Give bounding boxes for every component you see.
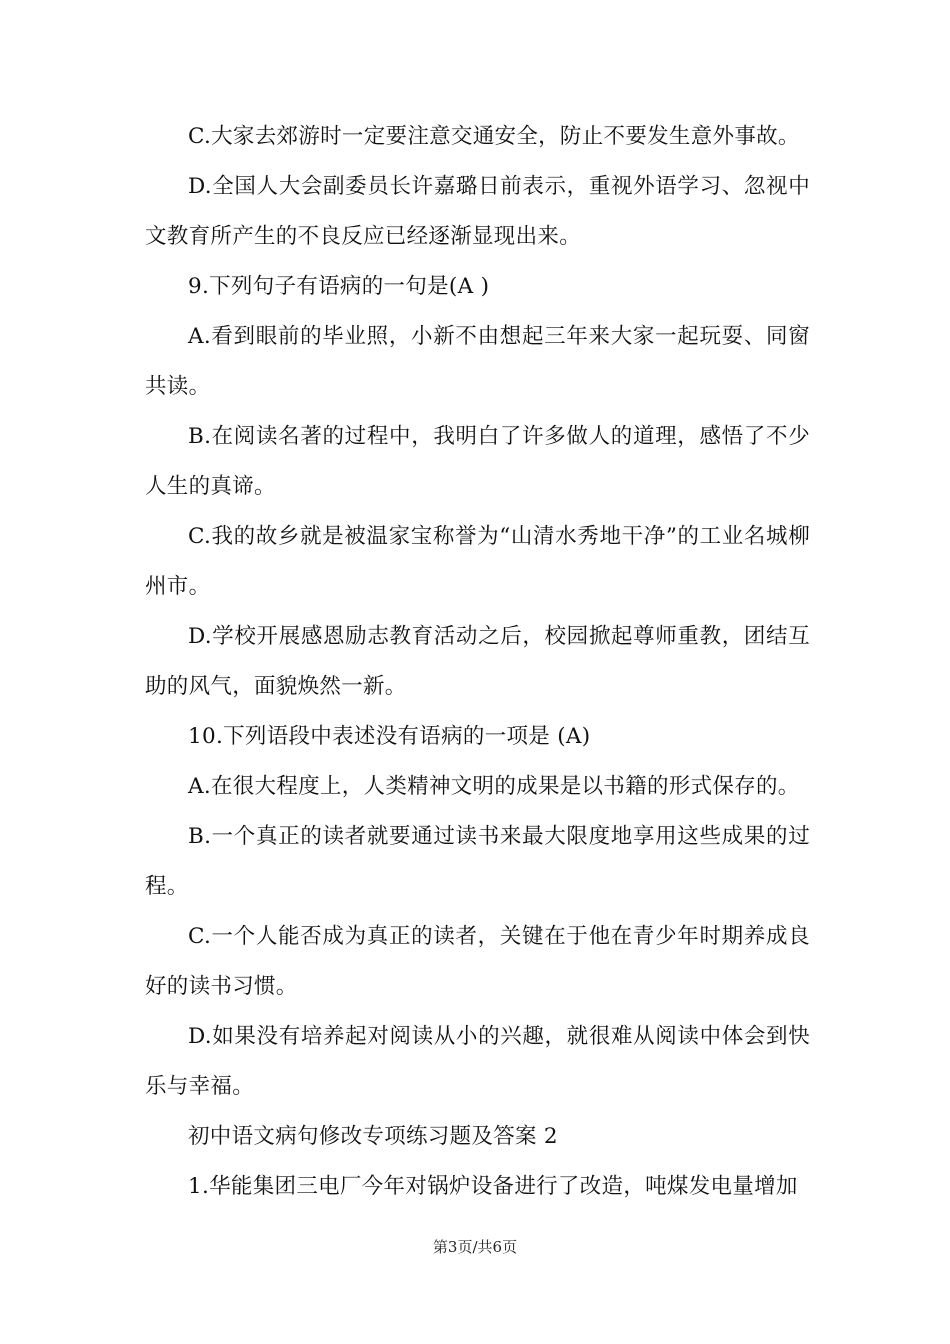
option-c-q8: C.大家去郊游时一定要注意交通安全，防止不要发生意外事故。 xyxy=(188,124,800,149)
option-b-q9: B.在阅读名著的过程中，我明白了许多做人的道理，感悟了不少人生的真谛。 xyxy=(145,424,810,499)
page-number-footer: 第3页/共6页 xyxy=(432,1238,518,1256)
option-c-q10: C.一个人能否成为真正的读者，关键在于他在青少年时期养成良好的读书习惯。 xyxy=(145,924,810,999)
option-b-q10: B.一个真正的读者就要通过读书来最大限度地享用这些成果的过程。 xyxy=(145,824,810,899)
option-d-q10: D.如果没有培养起对阅读从小的兴趣，就很难从阅读中体会到快乐与幸福。 xyxy=(145,1024,810,1099)
document-body xyxy=(145,112,810,1212)
question-10: 10.下列语段中表述没有语病的一项是 (A) xyxy=(188,724,591,749)
option-d-q8: D.全国人大会副委员长许嘉璐日前表示，重视外语学习、忽视中文教育所产生的不良反应已经逐渐显现出来。 xyxy=(145,174,810,249)
option-a-q10: A.在很大程度上，人类精神文明的成果是以书籍的形式保存的。 xyxy=(188,774,800,799)
question-1-section-2: 1.华能集团三电厂今年对锅炉设备进行了改造，吨煤发电量增加 xyxy=(188,1174,798,1199)
option-c-q9: C.我的故乡就是被温家宝称誉为“山清水秀地干净”的工业名城柳州市。 xyxy=(145,524,810,599)
question-9: 9.下列句子有语病的一句是(A ) xyxy=(188,274,490,299)
section-heading: 初中语文病句修改专项练习题及答案 2 xyxy=(188,1124,558,1149)
option-a-q9: A.看到眼前的毕业照，小新不由想起三年来大家一起玩耍、同窗共读。 xyxy=(145,324,810,399)
option-d-q9: D.学校开展感恩励志教育活动之后，校园掀起尊师重教，团结互助的风气，面貌焕然一新。 xyxy=(145,624,810,699)
